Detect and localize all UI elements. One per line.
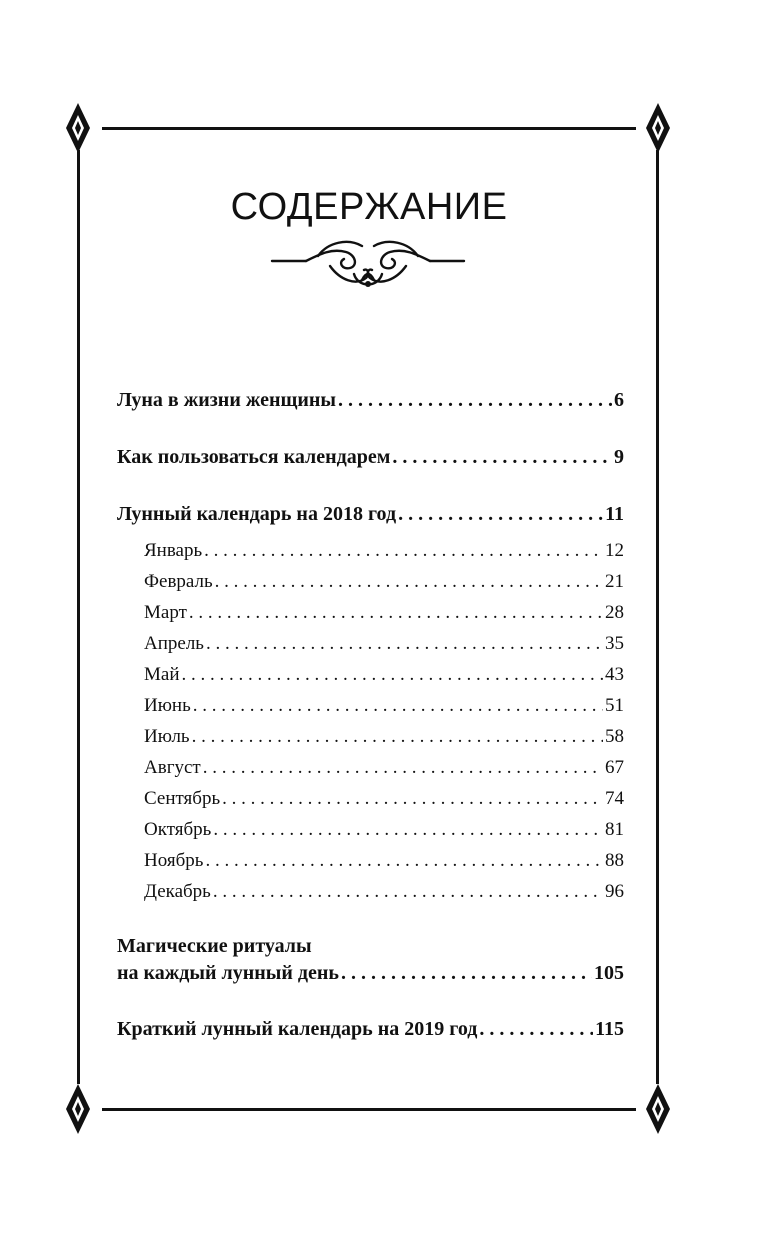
toc-page-number: 88 — [605, 850, 624, 871]
toc-entry-month[interactable] — [144, 571, 624, 593]
frame-right-line — [656, 150, 659, 1084]
toc-entry-label: Луна в жизни женщины — [117, 389, 337, 411]
toc-page-number: 115 — [595, 1018, 624, 1040]
toc-entry-month[interactable] — [144, 540, 624, 562]
toc-entry-short-2019[interactable] — [117, 1018, 624, 1041]
toc-dot-leader — [338, 389, 612, 412]
corner-diamond-icon — [60, 1082, 96, 1136]
toc-page-number: 81 — [605, 819, 624, 840]
corner-diamond-icon — [60, 101, 96, 155]
toc-page-number: 12 — [605, 540, 624, 561]
toc-dot-leader — [206, 633, 603, 655]
toc-page-number: 51 — [605, 695, 624, 716]
toc-entry-label: Лунный календарь на 2018 год — [117, 503, 397, 525]
toc-dot-leader — [215, 571, 603, 593]
toc-entry-moon-in-life[interactable] — [117, 389, 624, 412]
toc-entry-label: Февраль — [144, 571, 213, 592]
toc-page-number: 74 — [605, 788, 624, 809]
corner-diamond-icon — [640, 1082, 676, 1136]
toc-entry-label: Декабрь — [144, 881, 211, 902]
toc-entry-month[interactable] — [144, 664, 624, 686]
toc-entry-label: Май — [144, 664, 180, 685]
toc-dot-leader — [203, 757, 603, 779]
frame-top-line — [102, 127, 636, 130]
toc-page-number: 9 — [614, 446, 624, 468]
toc-entry-month[interactable] — [144, 602, 624, 624]
toc-page-number: 28 — [605, 602, 624, 623]
toc-entry-rituals[interactable] — [117, 962, 624, 985]
toc-dot-leader — [341, 962, 592, 985]
frame-left-line — [77, 150, 80, 1084]
toc-dot-leader — [213, 881, 603, 903]
toc-entry-label: Август — [144, 757, 201, 778]
toc-page-number: 21 — [605, 571, 624, 592]
toc-dot-leader — [193, 695, 603, 717]
toc-entry-month[interactable] — [144, 881, 624, 903]
toc-entry-lunar-2018[interactable] — [117, 503, 624, 526]
toc-dot-leader — [204, 540, 603, 562]
toc-entry-label: Март — [144, 602, 187, 623]
toc-entry-month[interactable] — [144, 788, 624, 810]
toc-entry-month[interactable] — [144, 695, 624, 717]
toc-dot-leader — [192, 726, 603, 748]
toc-entry-label: Июль — [144, 726, 190, 747]
toc-entry-label: Ноябрь — [144, 850, 204, 871]
toc-dot-leader — [398, 503, 603, 526]
toc-dot-leader — [189, 602, 603, 624]
toc-page-number: 67 — [605, 757, 624, 778]
toc-page-number: 35 — [605, 633, 624, 654]
corner-diamond-icon — [640, 101, 676, 155]
toc-entry-month[interactable] — [144, 819, 624, 841]
toc-entry-month[interactable] — [144, 757, 624, 779]
toc-page-number: 6 — [614, 389, 624, 411]
toc-entry-rituals-line1[interactable]: Магические ритуалы — [117, 935, 312, 957]
toc-dot-leader — [213, 819, 603, 841]
toc-page-number: 58 — [605, 726, 624, 747]
toc-entry-label: Июнь — [144, 695, 191, 716]
toc-entry-month[interactable] — [144, 633, 624, 655]
toc-dot-leader — [182, 664, 604, 686]
toc-entry-label: Сентябрь — [144, 788, 221, 809]
toc-entry-label: Как пользоваться календарем — [117, 446, 391, 468]
toc-dot-leader — [222, 788, 603, 810]
toc-entry-label: Краткий лунный календарь на 2019 год — [117, 1018, 478, 1040]
toc-entry-label: на каждый лунный день — [117, 962, 340, 984]
page-title: СОДЕРЖАНИЕ — [230, 186, 508, 228]
toc-page-number: 43 — [605, 664, 624, 685]
toc-entry-label: Октябрь — [144, 819, 212, 840]
toc-entry-label: Январь — [144, 540, 203, 561]
toc-entry-label: Апрель — [144, 633, 204, 654]
toc-page-number: 11 — [605, 503, 624, 525]
toc-page-number: 105 — [594, 962, 624, 984]
toc-dot-leader — [479, 1018, 593, 1041]
toc-page-number: 96 — [605, 881, 624, 902]
toc-entry-how-to-use[interactable] — [117, 446, 624, 469]
toc-dot-leader — [392, 446, 612, 469]
toc-entry-month[interactable] — [144, 726, 624, 748]
toc-dot-leader — [205, 850, 603, 872]
toc-entry-month[interactable] — [144, 850, 624, 872]
frame-bottom-line — [102, 1108, 636, 1111]
flourish-ornament-icon — [270, 234, 466, 294]
